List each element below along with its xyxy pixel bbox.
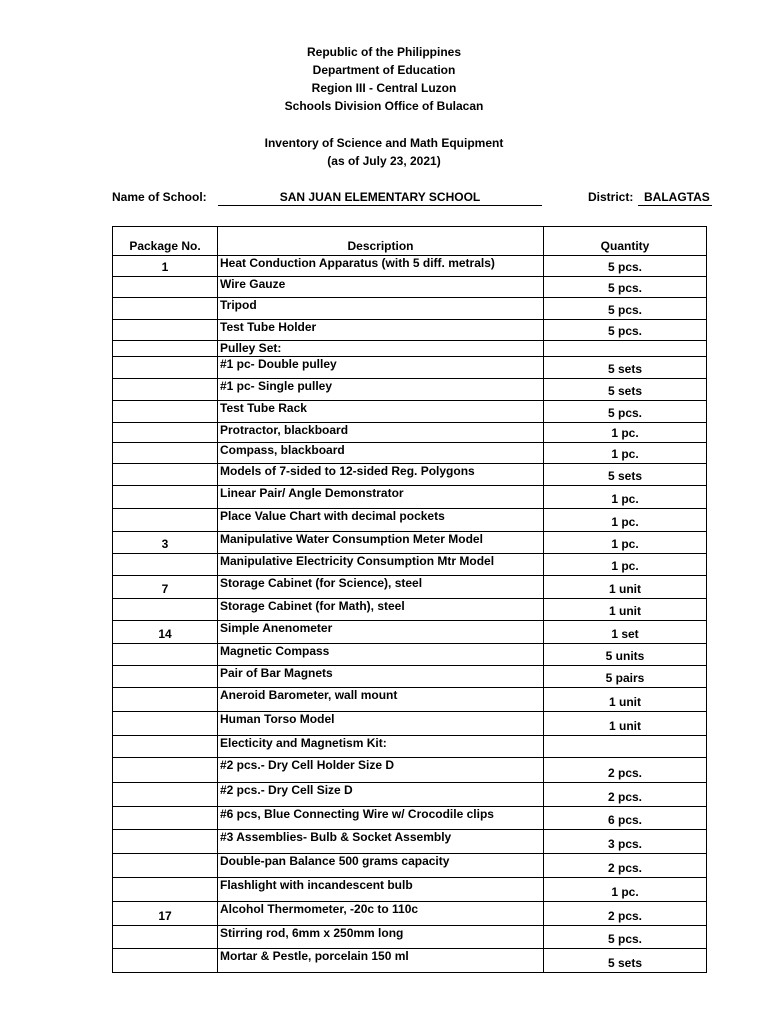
table-row	[113, 423, 707, 443]
description-cell: #2 pcs.- Dry Cell Size D	[218, 783, 544, 807]
table-row	[113, 599, 707, 621]
table-row	[113, 486, 707, 509]
package-number-cell	[113, 486, 218, 509]
description-cell: #1 pc- Double pulley	[218, 357, 544, 379]
quantity-cell: 2 pcs.	[544, 783, 707, 807]
package-number-cell	[113, 758, 218, 783]
table-row	[113, 736, 707, 758]
quantity-cell: 5 pcs.	[544, 401, 707, 423]
description-cell: Storage Cabinet (for Science), steel	[218, 576, 544, 599]
package-number-cell	[113, 830, 218, 854]
quantity-cell: 1 pc.	[544, 532, 707, 554]
package-number-cell	[113, 712, 218, 736]
description-cell: Manipulative Water Consumption Meter Model	[218, 532, 544, 554]
table-row	[113, 277, 707, 298]
package-number-cell	[113, 554, 218, 576]
description-cell: Test Tube Rack	[218, 401, 544, 423]
table-row	[113, 807, 707, 830]
quantity-cell: 5 pcs.	[544, 256, 707, 277]
package-number-cell	[113, 783, 218, 807]
description-cell: Manipulative Electricity Consumption Mtr Model	[218, 554, 544, 576]
description-cell: Mortar & Pestle, porcelain 150 ml	[218, 949, 544, 973]
quantity-cell: 1 set	[544, 621, 707, 644]
description-cell: Electicity and Magnetism Kit:	[218, 736, 544, 758]
table-row	[113, 357, 707, 379]
description-cell: #6 pcs, Blue Connecting Wire w/ Crocodile clips	[218, 807, 544, 830]
description-cell: Pulley Set:	[218, 341, 544, 357]
quantity-cell: 5 sets	[544, 357, 707, 379]
package-number-cell	[113, 644, 218, 666]
quantity-cell: 5 sets	[544, 379, 707, 401]
package-number-cell	[113, 357, 218, 379]
package-number-cell	[113, 599, 218, 621]
title-main: Inventory of Science and Math Equipment	[264, 136, 504, 150]
quantity-cell: 2 pcs.	[544, 758, 707, 783]
table-row	[113, 554, 707, 576]
table-row	[113, 401, 707, 423]
package-number-cell: 3	[113, 532, 218, 554]
description-cell: Magnetic Compass	[218, 644, 544, 666]
district-value: BALAGTAS	[638, 190, 712, 206]
table-row	[113, 464, 707, 486]
quantity-cell: 2 pcs.	[544, 902, 707, 926]
table-row	[113, 854, 707, 878]
quantity-cell: 1 unit	[544, 688, 707, 712]
description-cell: Linear Pair/ Angle Demonstrator	[218, 486, 544, 509]
package-number-cell	[113, 878, 218, 902]
description-cell: Heat Conduction Apparatus (with 5 diff. metrals)	[218, 256, 544, 277]
package-number-cell	[113, 464, 218, 486]
table-row	[113, 443, 707, 464]
column-header-quantity: Quantity	[544, 227, 707, 256]
quantity-cell: 5 sets	[544, 949, 707, 973]
column-header-package: Package No.	[113, 227, 218, 256]
package-number-cell	[113, 666, 218, 688]
description-cell: Tripod	[218, 298, 544, 320]
quantity-cell: 1 pc.	[544, 878, 707, 902]
description-cell: #3 Assemblies- Bulb & Socket Assembly	[218, 830, 544, 854]
description-cell: Alcohol Thermometer, -20c to 110c	[218, 902, 544, 926]
header-line: Republic of the Philippines	[306, 45, 461, 59]
quantity-cell: 3 pcs.	[544, 830, 707, 854]
table-row	[113, 783, 707, 807]
package-number-cell	[113, 926, 218, 949]
description-cell: Compass, blackboard	[218, 443, 544, 464]
package-number-cell	[113, 401, 218, 423]
table-row	[113, 379, 707, 401]
description-cell: Protractor, blackboard	[218, 423, 544, 443]
table-row	[113, 509, 707, 532]
quantity-cell: 1 unit	[544, 712, 707, 736]
package-number-cell	[113, 277, 218, 298]
quantity-cell: 2 pcs.	[544, 854, 707, 878]
description-cell: Stirring rod, 6mm x 250mm long	[218, 926, 544, 949]
description-cell: Human Torso Model	[218, 712, 544, 736]
package-number-cell	[113, 736, 218, 758]
table-header-row	[113, 227, 707, 256]
district-label: District:	[588, 190, 634, 204]
quantity-cell: 5 sets	[544, 464, 707, 486]
package-number-cell: 1	[113, 256, 218, 277]
header-line: Schools Division Office of Bulacan	[284, 99, 484, 113]
description-cell: Models of 7-sided to 12-sided Reg. Polygons	[218, 464, 544, 486]
table-row	[113, 256, 707, 277]
header-line: Department of Education	[312, 63, 456, 77]
description-cell: #1 pc- Single pulley	[218, 379, 544, 401]
quantity-cell	[544, 341, 707, 357]
description-cell: Place Value Chart with decimal pockets	[218, 509, 544, 532]
header-line: Region III - Central Luzon	[311, 81, 457, 95]
quantity-cell: 1 pc.	[544, 509, 707, 532]
description-cell: Test Tube Holder	[218, 320, 544, 341]
description-cell: #2 pcs.- Dry Cell Holder Size D	[218, 758, 544, 783]
package-number-cell	[113, 423, 218, 443]
inventory-table	[112, 226, 707, 973]
table-row	[113, 644, 707, 666]
title-date: (as of July 23, 2021)	[327, 154, 441, 168]
column-header-description: Description	[218, 227, 544, 256]
table-row	[113, 830, 707, 854]
package-number-cell	[113, 298, 218, 320]
package-number-cell	[113, 341, 218, 357]
table-row	[113, 320, 707, 341]
quantity-cell: 1 pc.	[544, 554, 707, 576]
quantity-cell: 1 pc.	[544, 486, 707, 509]
quantity-cell: 5 pcs.	[544, 926, 707, 949]
package-number-cell: 17	[113, 902, 218, 926]
table-row	[113, 926, 707, 949]
document-title	[0, 134, 768, 170]
table-row	[113, 758, 707, 783]
quantity-cell: 5 pcs.	[544, 298, 707, 320]
table-row	[113, 621, 707, 644]
description-cell: Storage Cabinet (for Math), steel	[218, 599, 544, 621]
description-cell: Double-pan Balance 500 grams capacity	[218, 854, 544, 878]
package-number-cell	[113, 443, 218, 464]
package-number-cell	[113, 854, 218, 878]
description-cell: Pair of Bar Magnets	[218, 666, 544, 688]
table-row	[113, 949, 707, 973]
package-number-cell: 14	[113, 621, 218, 644]
description-cell: Aneroid Barometer, wall mount	[218, 688, 544, 712]
document-header	[0, 43, 768, 115]
package-number-cell	[113, 807, 218, 830]
table-row	[113, 576, 707, 599]
quantity-cell: 5 pcs.	[544, 277, 707, 298]
package-number-cell	[113, 509, 218, 532]
school-name-label: Name of School:	[112, 190, 207, 204]
package-number-cell	[113, 688, 218, 712]
quantity-cell	[544, 736, 707, 758]
table-row	[113, 688, 707, 712]
description-cell: Simple Anenometer	[218, 621, 544, 644]
quantity-cell: 5 pcs.	[544, 320, 707, 341]
table-row	[113, 666, 707, 688]
package-number-cell: 7	[113, 576, 218, 599]
table-row	[113, 712, 707, 736]
quantity-cell: 1 unit	[544, 599, 707, 621]
package-number-cell	[113, 320, 218, 341]
table-row	[113, 341, 707, 357]
quantity-cell: 1 unit	[544, 576, 707, 599]
quantity-cell: 1 pc.	[544, 423, 707, 443]
package-number-cell	[113, 379, 218, 401]
table-row	[113, 878, 707, 902]
table-row	[113, 532, 707, 554]
package-number-cell	[113, 949, 218, 973]
school-name-value: SAN JUAN ELEMENTARY SCHOOL	[218, 190, 542, 206]
quantity-cell: 1 pc.	[544, 443, 707, 464]
quantity-cell: 5 pairs	[544, 666, 707, 688]
description-cell: Flashlight with incandescent bulb	[218, 878, 544, 902]
description-cell: Wire Gauze	[218, 277, 544, 298]
table-row	[113, 902, 707, 926]
table-row	[113, 298, 707, 320]
quantity-cell: 6 pcs.	[544, 807, 707, 830]
quantity-cell: 5 units	[544, 644, 707, 666]
